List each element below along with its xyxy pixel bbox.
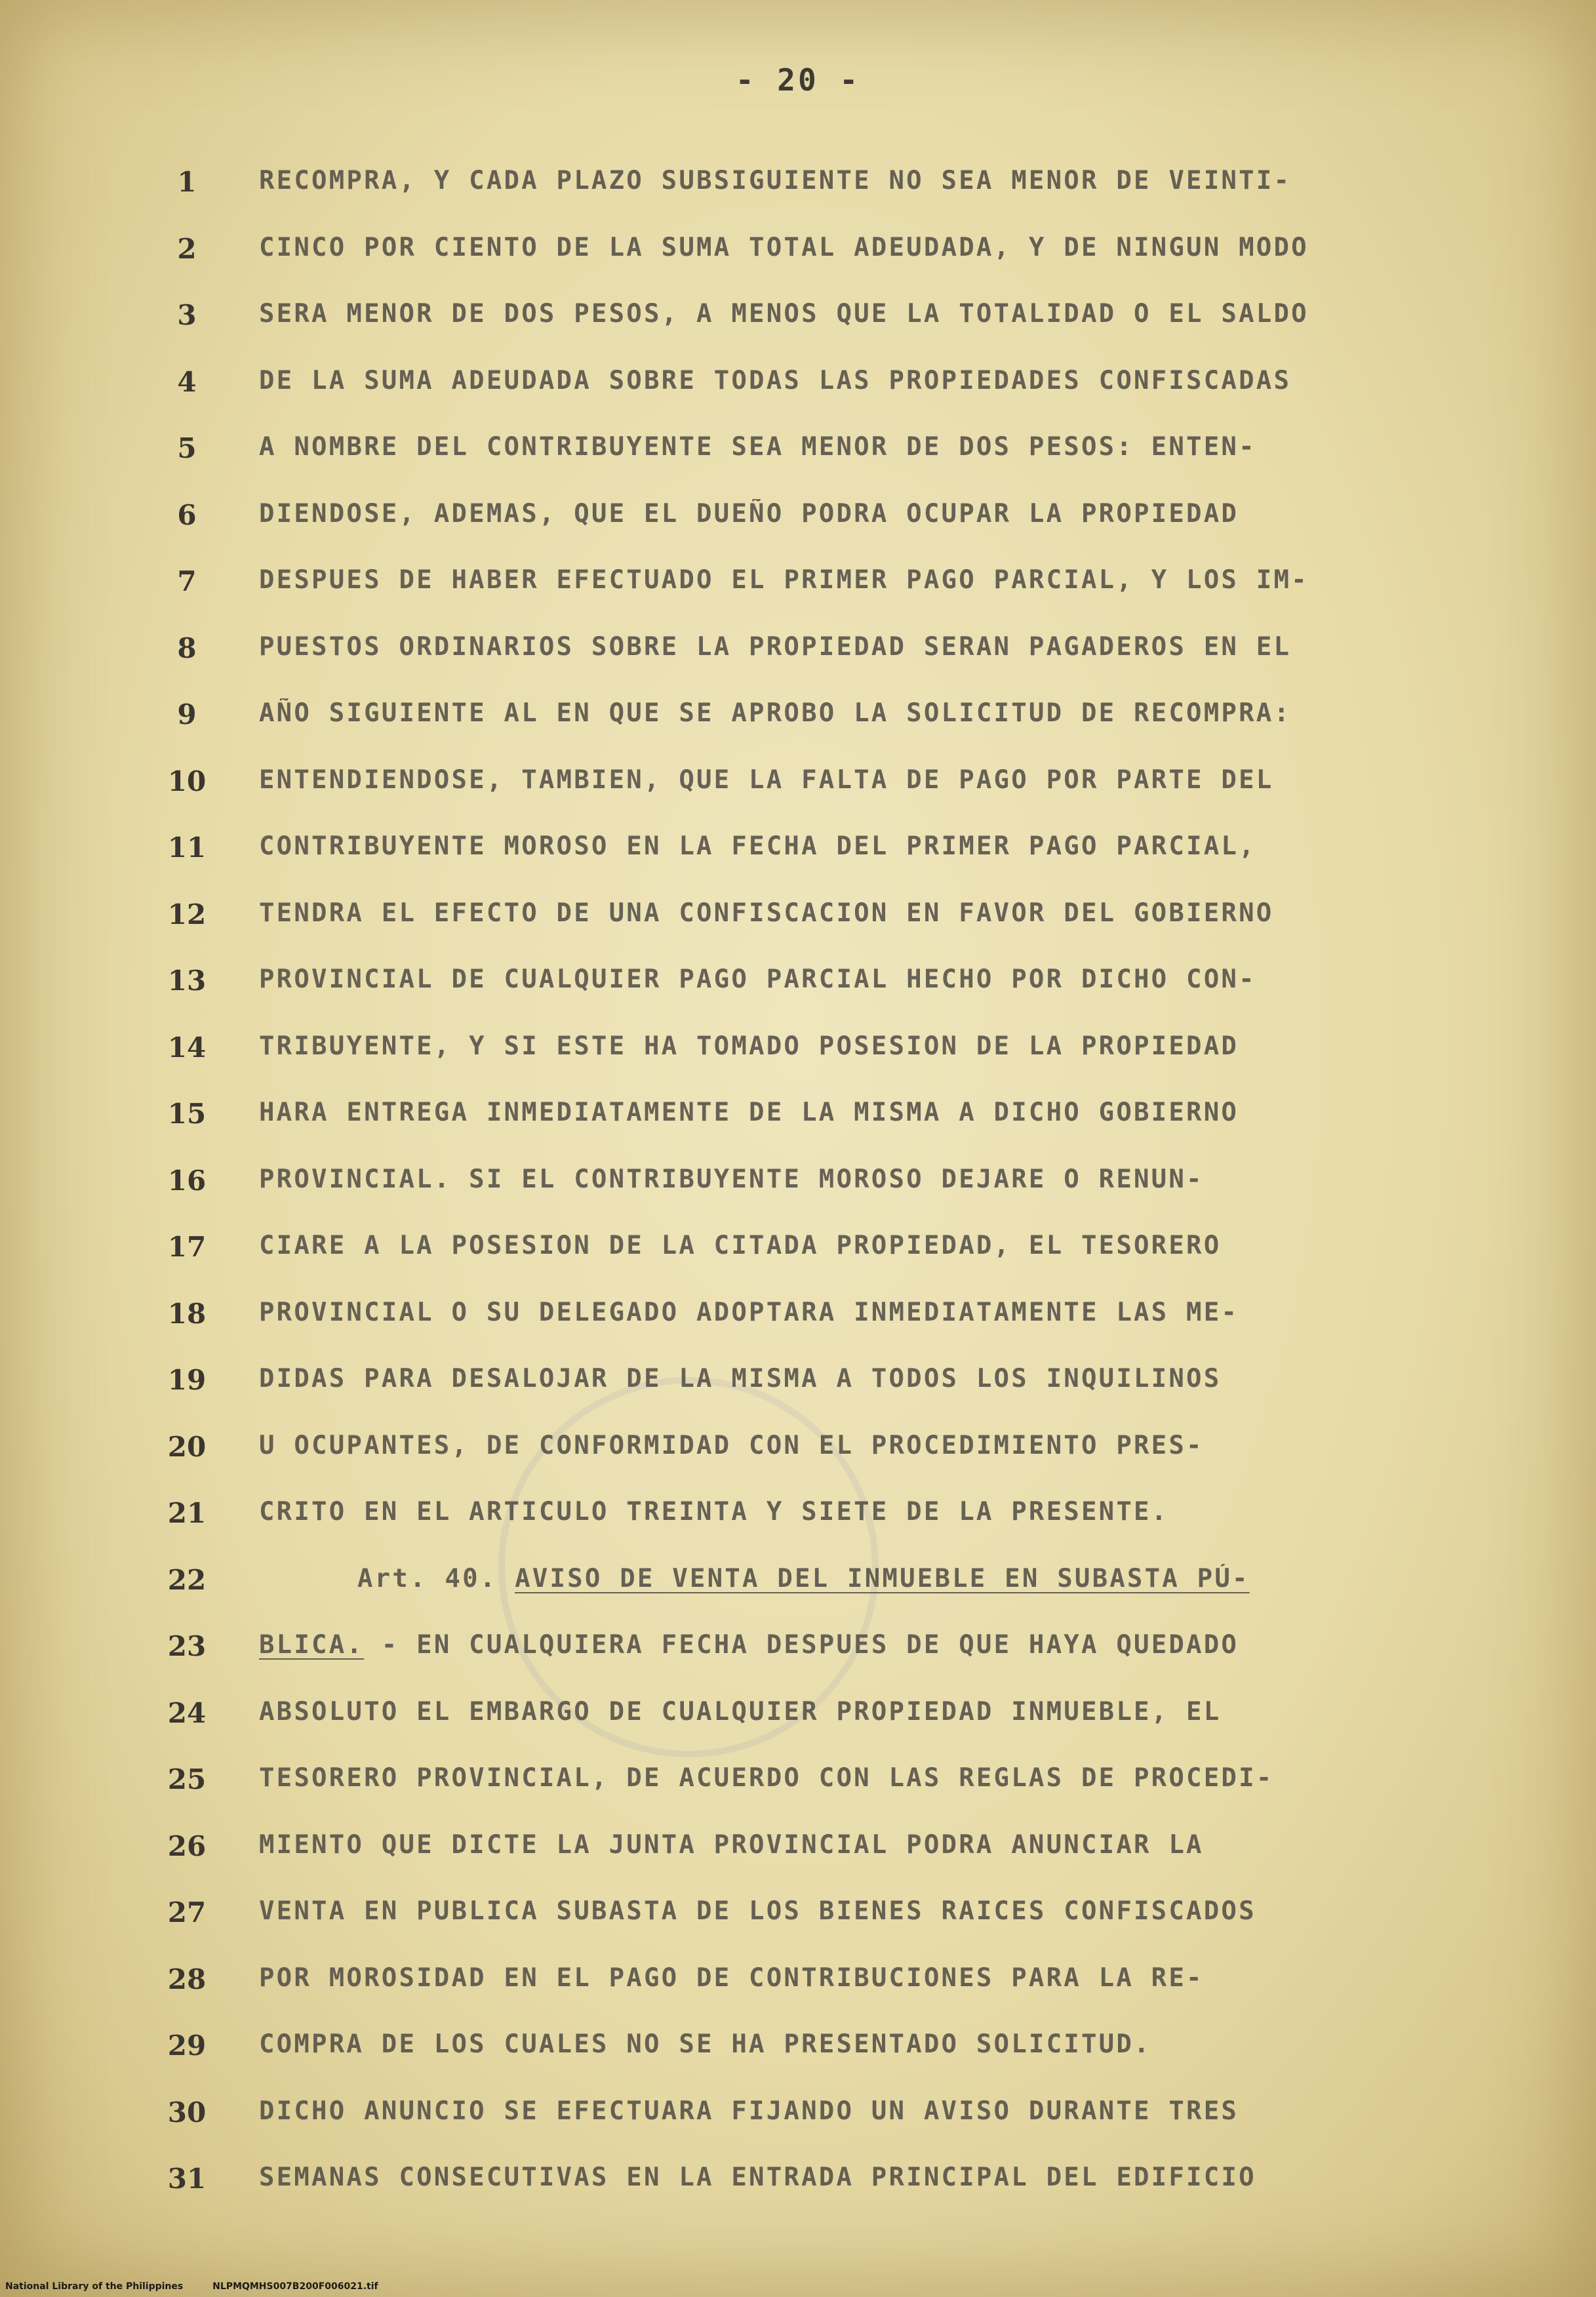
underlined-heading: AVISO DE VENTA DEL INMUEBLE EN SUBASTA PÚ-: [515, 1563, 1250, 1593]
line-number: 11: [167, 831, 207, 864]
line-number: 18: [167, 1297, 207, 1330]
heading-prefix: Art. 40.: [357, 1563, 515, 1593]
text-line: [0, 354, 1596, 421]
line-number: 21: [167, 1497, 207, 1529]
line-text: SEMANAS CONSECUTIVAS EN LA ENTRADA PRINCIPAL DEL EDIFICIO: [259, 2163, 1256, 2192]
line-text: DICHO ANUNCIO SE EFECTUARA FIJANDO UN AVISO DURANTE TRES: [259, 2096, 1239, 2126]
line-text: [259, 1630, 1492, 1660]
line-text: RECOMPRA, Y CADA PLAZO SUBSIGUIENTE NO SEA MENOR DE VEINTI-: [259, 166, 1292, 195]
page-number: - 20 -: [735, 62, 861, 98]
archive-label: National Library of the Philippines: [5, 2281, 184, 2292]
line-text: DESPUES DE HABER EFECTUADO EL PRIMER PAGO PARCIAL, Y LOS IM-: [259, 565, 1309, 595]
line-text: CINCO POR CIENTO DE LA SUMA TOTAL ADEUDADA, Y DE NINGUN MODO: [259, 232, 1309, 262]
line-text: CONTRIBUYENTE MOROSO EN LA FECHA DEL PRIMER PAGO PARCIAL,: [259, 831, 1256, 861]
line-text: HARA ENTREGA INMEDIATAMENTE DE LA MISMA A DICHO GOBIERNO: [259, 1098, 1239, 1127]
line-text: ABSOLUTO EL EMBARGO DE CUALQUIER PROPIEDAD INMUEBLE, EL: [259, 1696, 1222, 1727]
text-line: [0, 2018, 1596, 2085]
text-line: [0, 1951, 1596, 2018]
line-text: PROVINCIAL. SI EL CONTRIBUYENTE MOROSO DEJARE O RENUN-: [259, 1164, 1204, 1194]
line-number: 13: [167, 965, 207, 997]
text-line: [0, 1020, 1596, 1087]
line-number: 29: [167, 2029, 207, 2062]
line-number: 12: [167, 898, 207, 930]
text-line: [0, 287, 1596, 354]
line-number: 27: [167, 1896, 207, 1928]
scan-footer: [5, 2281, 405, 2292]
line-text: U OCUPANTES, DE CONFORMIDAD CON EL PROCEDIMIENTO PRES-: [259, 1430, 1204, 1460]
line-number: 1: [177, 166, 197, 198]
text-line: [0, 221, 1596, 288]
text-line: [0, 953, 1596, 1020]
text-line: [0, 154, 1596, 221]
line-number: 26: [167, 1829, 207, 1862]
line-text: CRITO EN EL ARTICULO TREINTA Y SIETE DE LA PRESENTE.: [259, 1497, 1169, 1527]
line-text: PROVINCIAL O SU DELEGADO ADOPTARA INMEDIATAMENTE LAS ME-: [259, 1297, 1239, 1327]
text-line: [0, 1419, 1596, 1486]
line-number: 2: [177, 232, 197, 265]
line-text: AÑO SIGUIENTE AL EN QUE SE APROBO LA SOLICITUD DE RECOMPRA:: [259, 698, 1292, 728]
underlined-heading: BLICA.: [259, 1630, 365, 1660]
line-text: COMPRA DE LOS CUALES NO SE HA PRESENTADO SOLICITUD.: [259, 2029, 1151, 2059]
text-line: [0, 2151, 1596, 2218]
line-text: TRIBUYENTE, Y SI ESTE HA TOMADO POSESION DE LA PROPIEDAD: [259, 1031, 1239, 1061]
typewritten-text: [0, 154, 1596, 2218]
line-number: 30: [167, 2096, 207, 2128]
text-line: [0, 1751, 1596, 1818]
line-number: 28: [167, 1963, 207, 1995]
line-number: 9: [177, 698, 197, 730]
line-text: DIENDOSE, ADEMAS, QUE EL DUEÑO PODRA OCUPAR LA PROPIEDAD: [259, 498, 1239, 529]
text-line: [0, 2085, 1596, 2151]
line-number: 25: [167, 1763, 207, 1795]
line-text: ENTENDIENDOSE, TAMBIEN, QUE LA FALTA DE PAGO POR PARTE DEL: [259, 765, 1274, 795]
line-text: PUESTOS ORDINARIOS SOBRE LA PROPIEDAD SERAN PAGADEROS EN EL: [259, 631, 1292, 662]
line-number: 10: [167, 765, 207, 797]
line-text: VENTA EN PUBLICA SUBASTA DE LOS BIENES RAICES CONFISCADOS: [259, 1896, 1256, 1926]
line-number: 8: [177, 631, 197, 664]
text-line: [0, 753, 1596, 820]
line-text: A NOMBRE DEL CONTRIBUYENTE SEA MENOR DE DOS PESOS: ENTEN-: [259, 432, 1256, 462]
text-line: [0, 1685, 1596, 1752]
line-text: TESORERO PROVINCIAL, DE ACUERDO CON LAS REGLAS DE PROCEDI-: [259, 1763, 1274, 1793]
line-text: DIDAS PARA DESALOJAR DE LA MISMA A TODOS LOS INQUILINOS: [259, 1364, 1222, 1393]
text-line: [0, 1552, 1596, 1619]
line-number: 6: [177, 498, 197, 531]
text-line: [0, 1352, 1596, 1419]
text-line: [0, 553, 1596, 620]
text-line: [0, 1286, 1596, 1353]
text-line: [0, 687, 1596, 753]
line-number: 4: [177, 365, 197, 398]
text-line: [0, 1153, 1596, 1220]
text-line: [0, 1885, 1596, 1951]
line-number: 22: [167, 1563, 207, 1596]
heading-suffix: - EN CUALQUIERA FECHA DESPUES DE QUE HAYA QUEDADO: [364, 1630, 1239, 1660]
line-text: CIARE A LA POSESION DE LA CITADA PROPIEDAD, EL TESORERO: [259, 1231, 1222, 1260]
text-line: [0, 1485, 1596, 1552]
text-line: [0, 1219, 1596, 1286]
line-text: MIENTO QUE DICTE LA JUNTA PROVINCIAL PODRA ANUNCIAR LA: [259, 1829, 1204, 1860]
line-text: SERA MENOR DE DOS PESOS, A MENOS QUE LA TOTALIDAD O EL SALDO: [259, 299, 1309, 329]
line-text: DE LA SUMA ADEUDADA SOBRE TODAS LAS PROPIEDADES CONFISCADAS: [259, 365, 1292, 395]
text-line: [0, 487, 1596, 554]
text-line: [0, 887, 1596, 953]
line-number: 31: [167, 2163, 207, 2195]
text-line: [0, 820, 1596, 887]
line-number: 14: [167, 1031, 207, 1064]
file-label: NLPMQMHS007B200F006021.tif: [212, 2281, 378, 2292]
line-number: 15: [167, 1098, 207, 1130]
text-line: [0, 620, 1596, 687]
text-line: [0, 1086, 1596, 1153]
line-number: 23: [167, 1630, 207, 1662]
text-line: [0, 1818, 1596, 1885]
line-number: 16: [167, 1164, 207, 1197]
line-number: 3: [177, 299, 197, 331]
line-number: 17: [167, 1231, 207, 1263]
line-number: 20: [167, 1430, 207, 1463]
line-number: 24: [167, 1696, 207, 1729]
line-number: 5: [177, 432, 197, 464]
line-number: 19: [167, 1364, 207, 1396]
line-text: [357, 1564, 1492, 1593]
line-text: POR MOROSIDAD EN EL PAGO DE CONTRIBUCIONES PARA LA RE-: [259, 1963, 1204, 1993]
line-number: 7: [177, 565, 197, 597]
line-text: PROVINCIAL DE CUALQUIER PAGO PARCIAL HECHO POR DICHO CON-: [259, 965, 1256, 994]
line-text: TENDRA EL EFECTO DE UNA CONFISCACION EN FAVOR DEL GOBIERNO: [259, 898, 1274, 928]
text-line: [0, 1618, 1596, 1685]
text-line: [0, 420, 1596, 487]
